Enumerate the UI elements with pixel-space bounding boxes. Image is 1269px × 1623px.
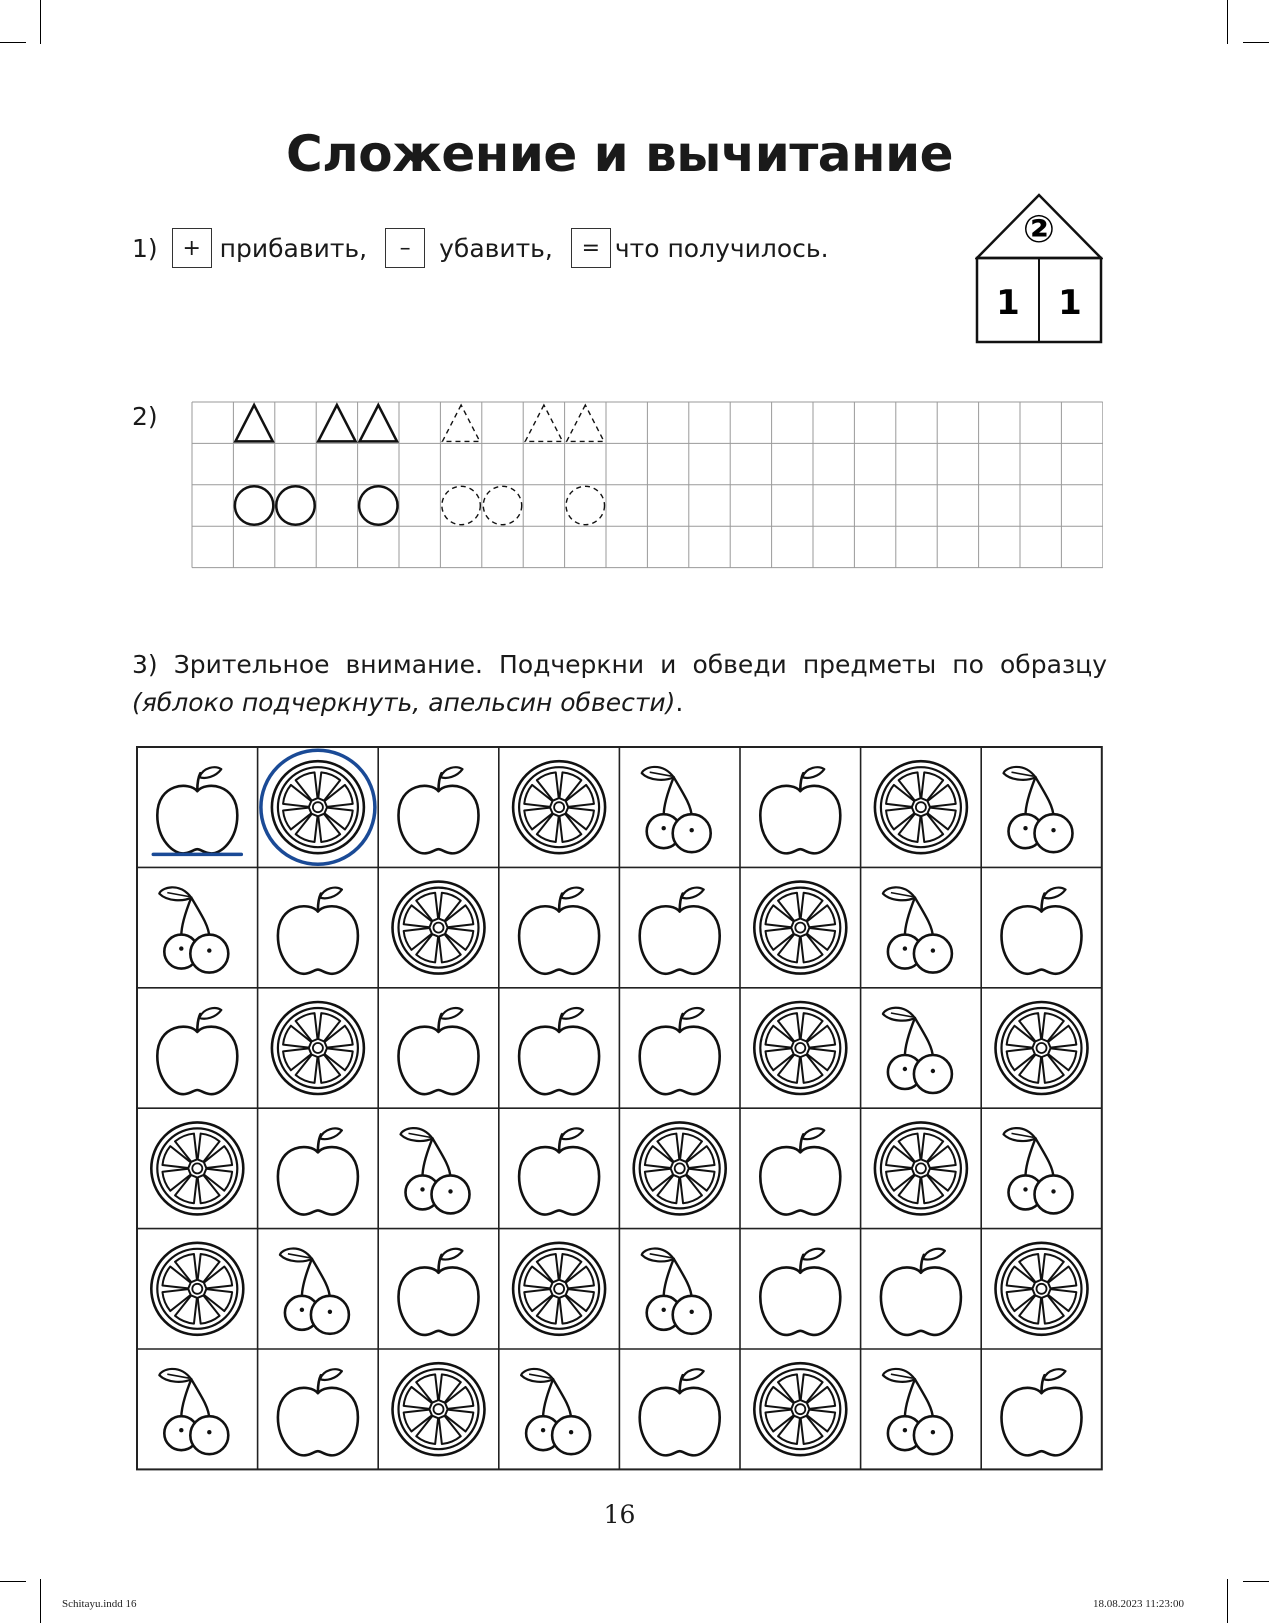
orange-icon[interactable] [875,761,967,853]
dashed-triangle-icon [525,405,562,441]
solid-triangle-icon [235,405,272,441]
solid-triangle-icon [318,405,355,441]
grid-lines [192,402,1103,568]
house-right-number: 1 [1058,283,1082,323]
crop-mark [1227,0,1228,44]
orange-icon[interactable] [996,1243,1088,1335]
task3-note: (яблоко подчеркнуть, апельсин обвести) [132,688,676,717]
cherry-icon[interactable] [159,1369,228,1454]
orange-icon[interactable] [151,1122,243,1214]
equals-label: что получилось. [614,233,829,263]
apple-icon[interactable] [399,767,479,853]
apple-icon[interactable] [1002,888,1082,974]
apple-icon[interactable] [519,1128,599,1214]
house-left-number: 1 [996,283,1020,323]
apple-icon[interactable] [157,1008,237,1094]
task1-number: 1) [132,233,158,263]
orange-icon[interactable] [875,1122,967,1214]
cherry-icon[interactable] [521,1369,590,1454]
equals-box: = [571,228,611,268]
dashed-circle-icon [483,486,521,524]
crop-mark [1243,42,1269,43]
number-house [975,192,1103,344]
apple-icon[interactable] [881,1249,961,1335]
apple-icon[interactable] [760,1128,840,1214]
apple-icon[interactable] [278,1369,358,1455]
cherry-icon[interactable] [883,887,952,972]
solid-circle-icon [235,486,273,524]
orange-icon[interactable] [393,882,485,974]
dashed-circle-icon [566,486,604,524]
apple-icon[interactable] [157,767,237,853]
cherry-icon[interactable] [642,1249,711,1334]
apple-icon[interactable] [519,888,599,974]
apple-icon[interactable] [640,1008,720,1094]
crop-mark [0,1581,26,1582]
crop-mark [40,0,41,44]
dashed-triangle-icon [567,405,604,441]
orange-icon[interactable] [151,1243,243,1335]
footer-datetime: 18.08.2023 11:23:00 [1093,1598,1184,1610]
crop-mark [40,1579,41,1623]
task3-note-line [132,688,683,717]
orange-icon[interactable] [996,1002,1088,1094]
task3-instructions [132,646,1107,722]
apple-icon[interactable] [640,1369,720,1455]
cherry-icon[interactable] [1004,1128,1073,1213]
solid-circle-icon [276,486,314,524]
dashed-circle-icon [442,486,480,524]
solid-circle-icon [359,486,397,524]
orange-icon[interactable] [754,1363,846,1455]
task3-text: 3) Зрительное внимание. Подчеркни и обведи предметы по образцу [132,650,1107,679]
apple-icon[interactable] [399,1008,479,1094]
apple-icon[interactable] [760,767,840,853]
crop-mark [0,42,26,43]
plus-box: + [172,228,212,268]
footer-file: Schitayu.indd 16 [62,1598,137,1610]
house-roof-number: ② [1022,207,1056,251]
fruit-grid [135,745,1107,1475]
minus-label: убавить, [439,233,553,263]
cherry-icon[interactable] [642,767,711,852]
orange-icon[interactable] [754,1002,846,1094]
shape-grid [191,401,1103,571]
apple-icon[interactable] [278,1128,358,1214]
task1-legend [132,226,833,270]
apple-icon[interactable] [519,1008,599,1094]
solid-triangle-icon [360,405,397,441]
apple-icon[interactable] [1002,1369,1082,1455]
task3-note-end: . [675,688,684,717]
orange-icon[interactable] [513,1243,605,1335]
apple-icon[interactable] [640,888,720,974]
fruit-grid-lines [137,747,1102,1469]
cherry-icon[interactable] [280,1249,349,1334]
page-number: 16 [603,1500,636,1529]
cherry-icon[interactable] [1004,767,1073,852]
orange-icon[interactable] [393,1363,485,1455]
minus-box: – [385,228,425,268]
apple-icon[interactable] [760,1249,840,1335]
dashed-triangle-icon [442,405,479,441]
orange-icon[interactable] [272,1002,364,1094]
cherry-icon[interactable] [159,887,228,972]
cherry-icon[interactable] [883,1008,952,1093]
apple-icon[interactable] [278,888,358,974]
cherry-icon[interactable] [401,1128,470,1213]
plus-label: прибавить, [219,233,368,263]
crop-mark [1243,1581,1269,1582]
page-title: Сложение и вычитание [285,125,954,183]
cherry-icon[interactable] [883,1369,952,1454]
orange-icon[interactable] [272,761,364,853]
orange-icon[interactable] [513,761,605,853]
orange-icon[interactable] [754,882,846,974]
task2-number: 2) [132,402,158,431]
crop-mark [1227,1579,1228,1623]
apple-icon[interactable] [399,1249,479,1335]
orange-icon[interactable] [634,1122,726,1214]
